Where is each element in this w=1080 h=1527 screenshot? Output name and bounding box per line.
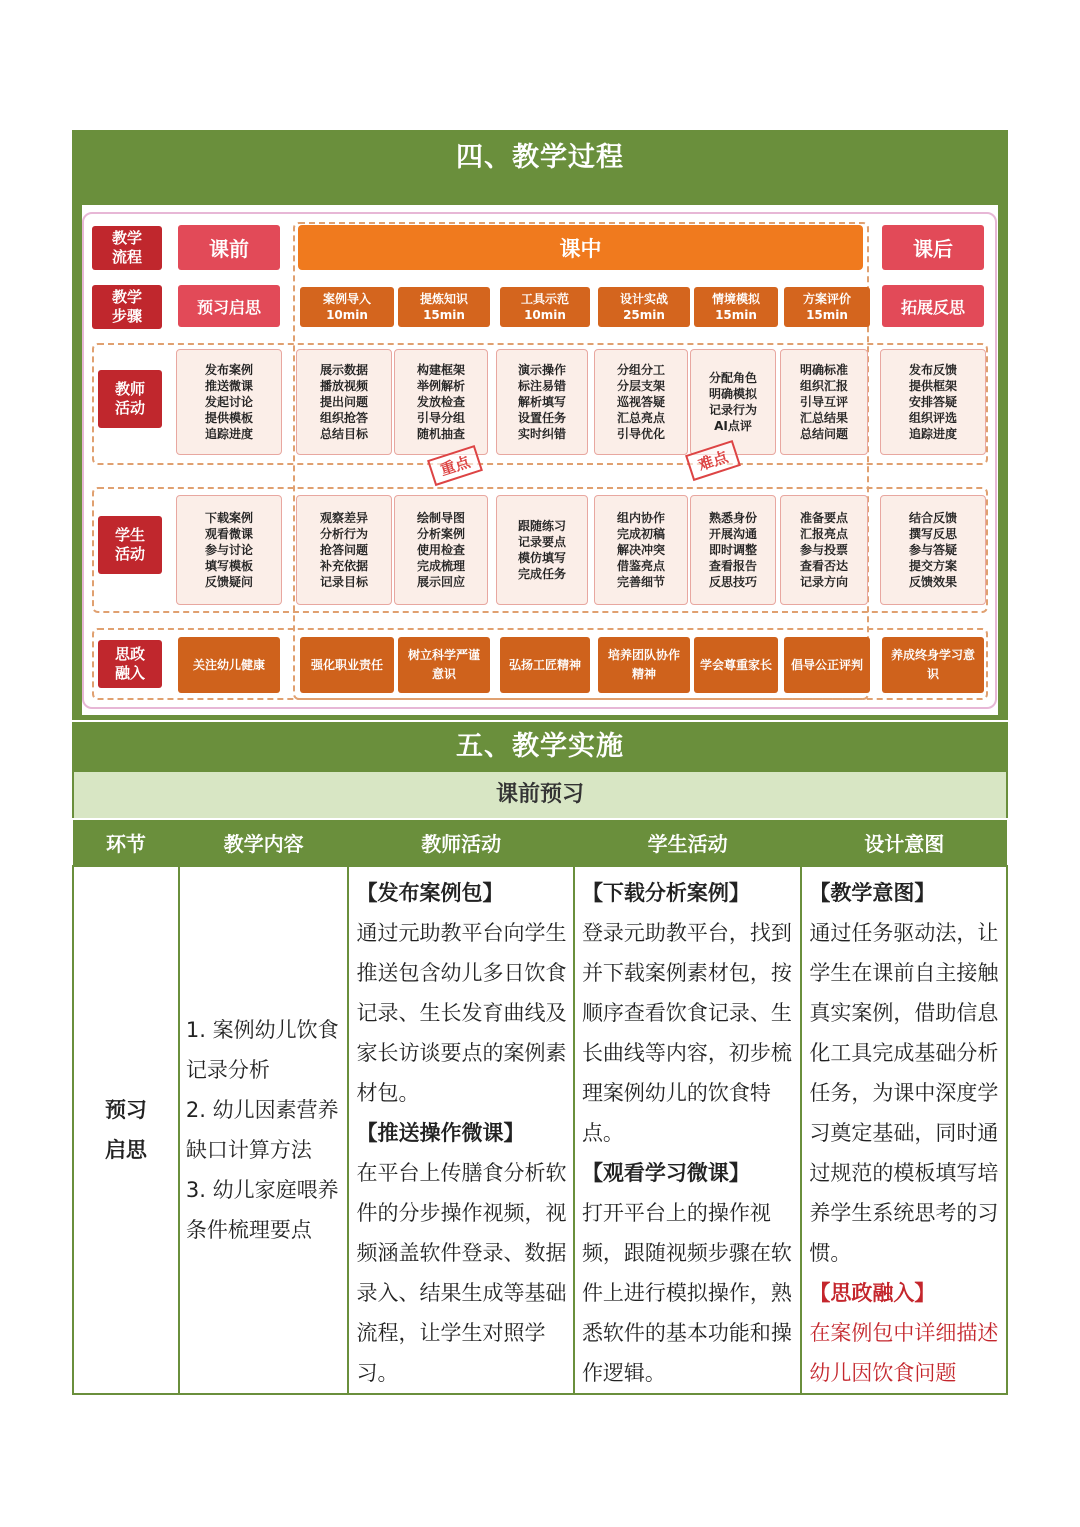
row-label-flow: 教学流程 [92, 226, 162, 270]
mid-step-name: 案例导入 [322, 292, 371, 306]
table-row [73, 866, 1007, 1394]
row-label-teacher: 教师活动 [98, 370, 162, 428]
teacher-card: 分组分工 分层支架 巡视答疑 汇总亮点 引导优化 [594, 349, 688, 455]
ideology-post: 养成终身学习意识 [882, 637, 984, 693]
teacher-heading: 【推送操作微课】 [356, 1121, 525, 1145]
row-label-steps: 教学步骤 [92, 285, 162, 329]
teacher-card: 演示操作 标注易错 解析填写 设置任务 实时纠错 [496, 349, 588, 455]
row-label-student: 学生活动 [98, 516, 162, 574]
stage-cell [73, 866, 179, 1394]
mid-step [500, 287, 590, 327]
intent-ideology-heading: 【思政融入】 [809, 1281, 936, 1305]
mid-step-time: 25min [623, 308, 665, 322]
teacher-text: 通过元助教平台向学生推送包含幼儿多日饮食记录、生长发育曲线及家长访谈要点的案例素材包。 [356, 921, 567, 1105]
mid-step-name: 情境模拟 [711, 292, 760, 306]
mid-step-name: 工具示范 [520, 292, 569, 306]
content-item: 1. 案例幼儿饮食记录分析 [185, 1018, 339, 1082]
mid-step [398, 287, 490, 327]
ideology-item: 倡导公正评判 [784, 637, 870, 693]
difficulty-stamp: 难点 [685, 440, 741, 481]
intent-text: 通过任务驱动法，让学生在课前自主接触真实案例，借助信息化工具完成基础分析任务，为课中深度学习奠定基础，同时通过规范的模板填写培养学生系统思考的习惯。 [809, 921, 999, 1265]
intent-cell [801, 866, 1007, 1394]
student-card-post: 结合反馈 撰写反思 参与答疑 提交方案 反馈效果 [880, 495, 986, 605]
ideology-item: 强化职业责任 [300, 637, 394, 693]
student-text: 打开平台上的操作视频，跟随视频步骤在软件上进行模拟操作，熟悉软件的基本功能和操作逻辑。 [581, 1201, 792, 1385]
student-text: 登录元助教平台，找到并下载案例素材包，按顺序查看饮食记录、生长曲线等内容，初步梳理案例幼儿的饮食特点。 [581, 921, 792, 1145]
intent-ideology-text: 在案例包中详细描述幼儿因饮食问题 [809, 1321, 999, 1385]
phase-mid: 课中 [298, 225, 863, 270]
student-card: 跟随练习 记录要点 模仿填写 完成任务 [496, 495, 588, 605]
student-card-pre: 下载案例 观看微课 参与讨论 填写模板 反馈疑问 [176, 495, 282, 605]
mid-step-name: 方案评价 [802, 292, 851, 306]
teacher-heading: 【发布案例包】 [356, 881, 504, 905]
ideology-item: 树立科学严谨意识 [398, 637, 490, 693]
header-teacher: 教师活动 [348, 820, 573, 866]
step-post: 拓展反思 [882, 285, 984, 327]
phase-pre: 课前 [178, 225, 280, 270]
ideology-pre: 关注幼儿健康 [178, 637, 280, 693]
teacher-card: 分配角色 明确模拟 记录行为 AI点评 [690, 349, 776, 455]
header-intent: 设计意图 [801, 820, 1007, 866]
mid-step-time: 15min [715, 308, 757, 322]
student-card: 观察差异 分析行为 抢答问题 补充依据 记录目标 [296, 495, 392, 605]
student-card: 绘制导图 分析案例 使用检查 完成梳理 展示回应 [394, 495, 488, 605]
teacher-card: 明确标准 组织汇报 引导互评 汇总结果 总结问题 [780, 349, 868, 455]
ideology-item: 弘扬工匠精神 [500, 637, 590, 693]
mid-step-time: 10min [524, 308, 566, 322]
student-card: 熟悉身份 开展沟通 即时调整 查看报告 反思技巧 [690, 495, 776, 605]
mid-step [694, 287, 778, 327]
header-stage: 环节 [73, 820, 179, 866]
student-card: 准备要点 汇报亮点 参与投票 查看否达 记录方向 [780, 495, 868, 605]
step-pre: 预习启思 [178, 285, 280, 327]
mid-step-name: 提炼知识 [419, 292, 468, 306]
teacher-text: 在平台上传膳食分析软件的分步操作视频，视频涵盖软件登录、数据录入、结果生成等基础流程，让学生对照学习。 [356, 1161, 567, 1385]
student-cell [574, 866, 801, 1394]
teacher-cell [348, 866, 573, 1394]
mid-step-name: 设计实战 [619, 292, 668, 306]
table-header-row [73, 820, 1007, 866]
mid-step-time: 10min [326, 308, 368, 322]
ideology-item: 学会尊重家长 [694, 637, 778, 693]
mid-step [598, 287, 690, 327]
phase-post: 课后 [882, 225, 984, 270]
implementation-table [72, 820, 1008, 1395]
teacher-card: 构建框架 举例解析 发放检查 引导分组 随机抽查 [394, 349, 488, 455]
student-heading: 【下载分析案例】 [581, 881, 750, 905]
row-label-ideology: 思政融入 [98, 640, 162, 688]
content-item: 3. 幼儿家庭喂养条件梳理要点 [185, 1178, 339, 1242]
mid-step [300, 287, 394, 327]
mid-step-time: 15min [423, 308, 465, 322]
content-item: 2. 幼儿因素营养缺口计算方法 [185, 1098, 339, 1162]
section5-subtitle: 课前预习 [72, 772, 1008, 818]
key-point-stamp: 重点 [427, 445, 483, 486]
student-heading: 【观看学习微课】 [581, 1161, 750, 1185]
student-card: 组内协作 完成初稿 解决冲突 借鉴亮点 完善细节 [594, 495, 688, 605]
mid-step-time: 15min [806, 308, 848, 322]
section5-title: 五、教学实施 [72, 722, 1008, 772]
stage-name: 预习启思 [104, 1098, 147, 1162]
teacher-card: 展示数据 播放视频 提出问题 组织抢答 总结目标 [296, 349, 392, 455]
teacher-card-pre: 发布案例 推送微课 发起讨论 提供模板 追踪进度 [176, 349, 282, 455]
section4-title: 四、教学过程 [72, 130, 1008, 185]
mid-step [784, 287, 870, 327]
header-student: 学生活动 [574, 820, 801, 866]
header-content: 教学内容 [179, 820, 349, 866]
ideology-item: 培养团队协作精神 [598, 637, 690, 693]
teacher-card-post: 发布反馈 提供框架 安排答疑 组织评选 追踪进度 [880, 349, 986, 455]
content-cell [179, 866, 349, 1394]
intent-heading: 【教学意图】 [809, 881, 936, 905]
